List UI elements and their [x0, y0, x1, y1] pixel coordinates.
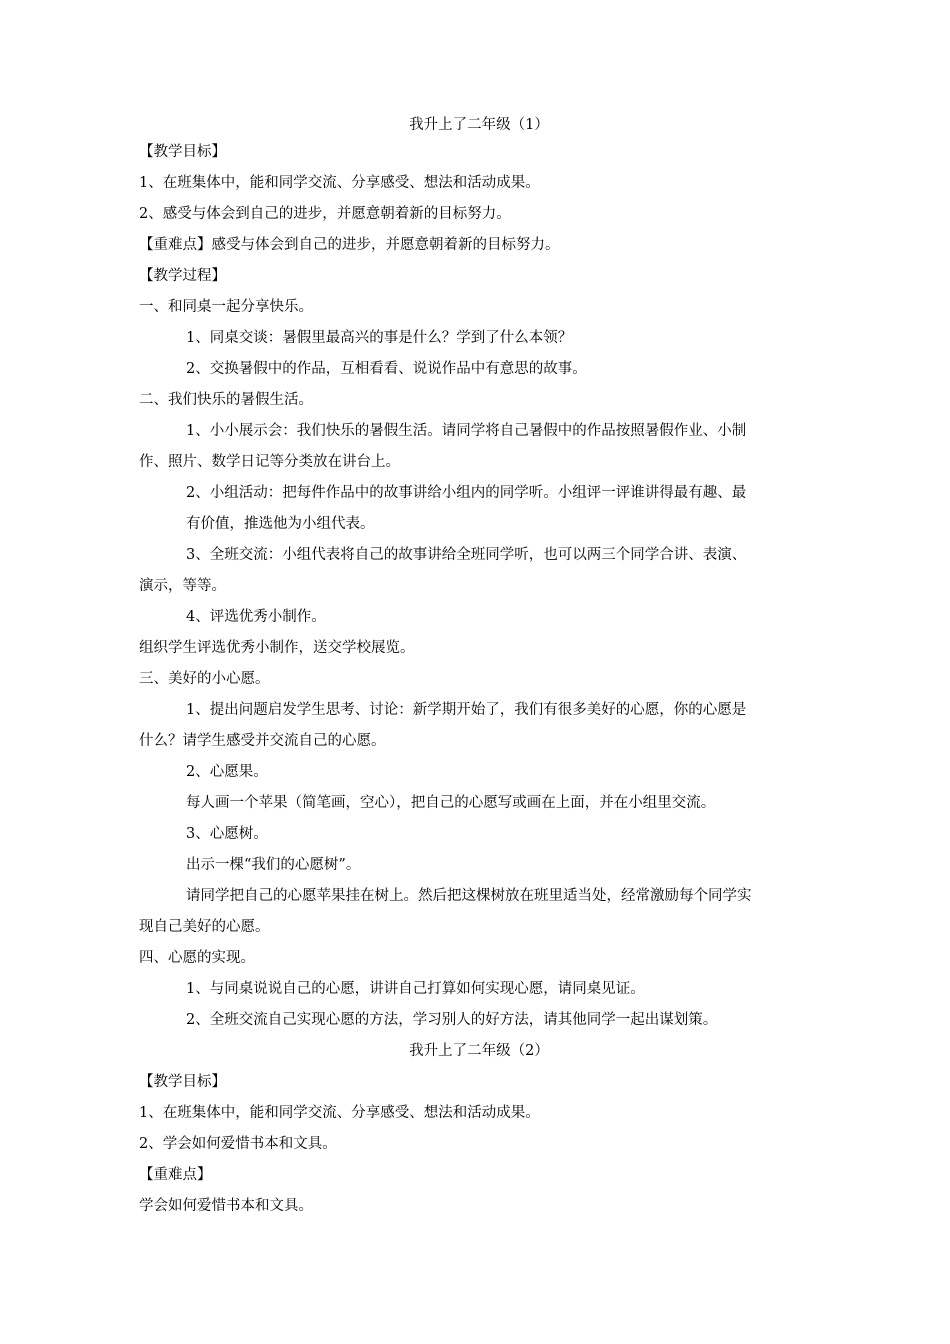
lesson1-keypoint: 【重难点】感受与体会到自己的进步，并愿意朝着新的目标努力。	[139, 237, 560, 253]
lesson1-section-4: 四、心愿的实现。	[139, 950, 255, 966]
lesson2-goal-1: 1、在班集体中，能和同学交流、分享感受、想法和活动成果。	[139, 1105, 540, 1121]
lesson1-section-1-item-1: 1、同桌交谈：暑假里最高兴的事是什么？学到了什么本领？	[186, 330, 573, 346]
lesson1-title: 我升上了二年级（1）	[409, 117, 549, 133]
lesson1-section-4-item-1: 1、与同桌说说自己的心愿，讲讲自己打算如何实现心愿，请同桌见证。	[186, 981, 645, 997]
lesson1-section-3-item-3-note-2-line-2: 现自己美好的心愿。	[139, 919, 270, 935]
lesson1-goal-heading: 【教学目标】	[139, 144, 226, 160]
lesson1-section-2-item-1-line-2: 作、照片、数学日记等分类放在讲台上。	[139, 454, 400, 470]
lesson1-section-2-item-4-note: 组织学生评选优秀小制作，送交学校展览。	[139, 640, 415, 656]
lesson2-keypoint-heading: 【重难点】	[139, 1167, 212, 1183]
lesson1-section-3: 三、美好的小心愿。	[139, 671, 270, 687]
lesson1-process-heading: 【教学过程】	[139, 268, 226, 284]
lesson1-section-1: 一、和同桌一起分享快乐。	[139, 299, 313, 315]
lesson1-section-3-item-2: 2、心愿果。	[186, 764, 268, 780]
lesson1-section-3-item-2-note: 每人画一个苹果（简笔画，空心），把自己的心愿写或画在上面，并在小组里交流。	[186, 795, 716, 811]
lesson1-section-2-item-1-line-1: 1、小小展示会：我们快乐的暑假生活。请同学将自己暑假中的作品按照暑假作业、小制	[186, 423, 747, 439]
lesson1-section-2-item-4: 4、评选优秀小制作。	[186, 609, 326, 625]
lesson1-goal-2: 2、感受与体会到自己的进步，并愿意朝着新的目标努力。	[139, 206, 511, 222]
lesson2-title: 我升上了二年级（2）	[409, 1043, 549, 1059]
lesson1-section-3-item-3-note-1: 出示一棵“我们的心愿树”。	[186, 857, 361, 873]
lesson1-section-3-item-1-line-2: 什么？请学生感受并交流自己的心愿。	[139, 733, 386, 749]
lesson1-section-2-item-3-line-1: 3、全班交流：小组代表将自己的故事讲给全班同学听，也可以两三个同学合讲、表演、	[186, 547, 747, 563]
lesson1-section-2-item-2-line-1: 2、小组活动：把每件作品中的故事讲给小组内的同学听。小组评一评谁讲得最有趣、最	[186, 485, 747, 501]
lesson1-goal-1: 1、在班集体中，能和同学交流、分享感受、想法和活动成果。	[139, 175, 540, 191]
lesson2-goal-heading: 【教学目标】	[139, 1074, 226, 1090]
lesson1-section-3-item-3: 3、心愿树。	[186, 826, 268, 842]
lesson1-section-1-item-2: 2、交换暑假中的作品，互相看看、说说作品中有意思的故事。	[186, 361, 587, 377]
lesson1-section-3-item-3-note-2-line-1: 请同学把自己的心愿苹果挂在树上。然后把这棵树放在班里适当处，经常激励每个同学实	[186, 888, 752, 904]
lesson1-section-4-item-2: 2、全班交流自己实现心愿的方法，学习别人的好方法，请其他同学一起出谋划策。	[186, 1012, 718, 1028]
lesson1-section-3-item-1-line-1: 1、提出问题启发学生思考、讨论：新学期开始了，我们有很多美好的心愿，你的心愿是	[186, 702, 747, 718]
lesson1-section-2-item-3-line-2: 演示，等等。	[139, 578, 226, 594]
lesson1-section-2-item-2-line-2: 有价值，推选他为小组代表。	[186, 516, 375, 532]
lesson1-section-2: 二、我们快乐的暑假生活。	[139, 392, 313, 408]
lesson2-keypoint: 学会如何爱惜书本和文具。	[139, 1198, 313, 1214]
lesson2-goal-2: 2、学会如何爱惜书本和文具。	[139, 1136, 337, 1152]
